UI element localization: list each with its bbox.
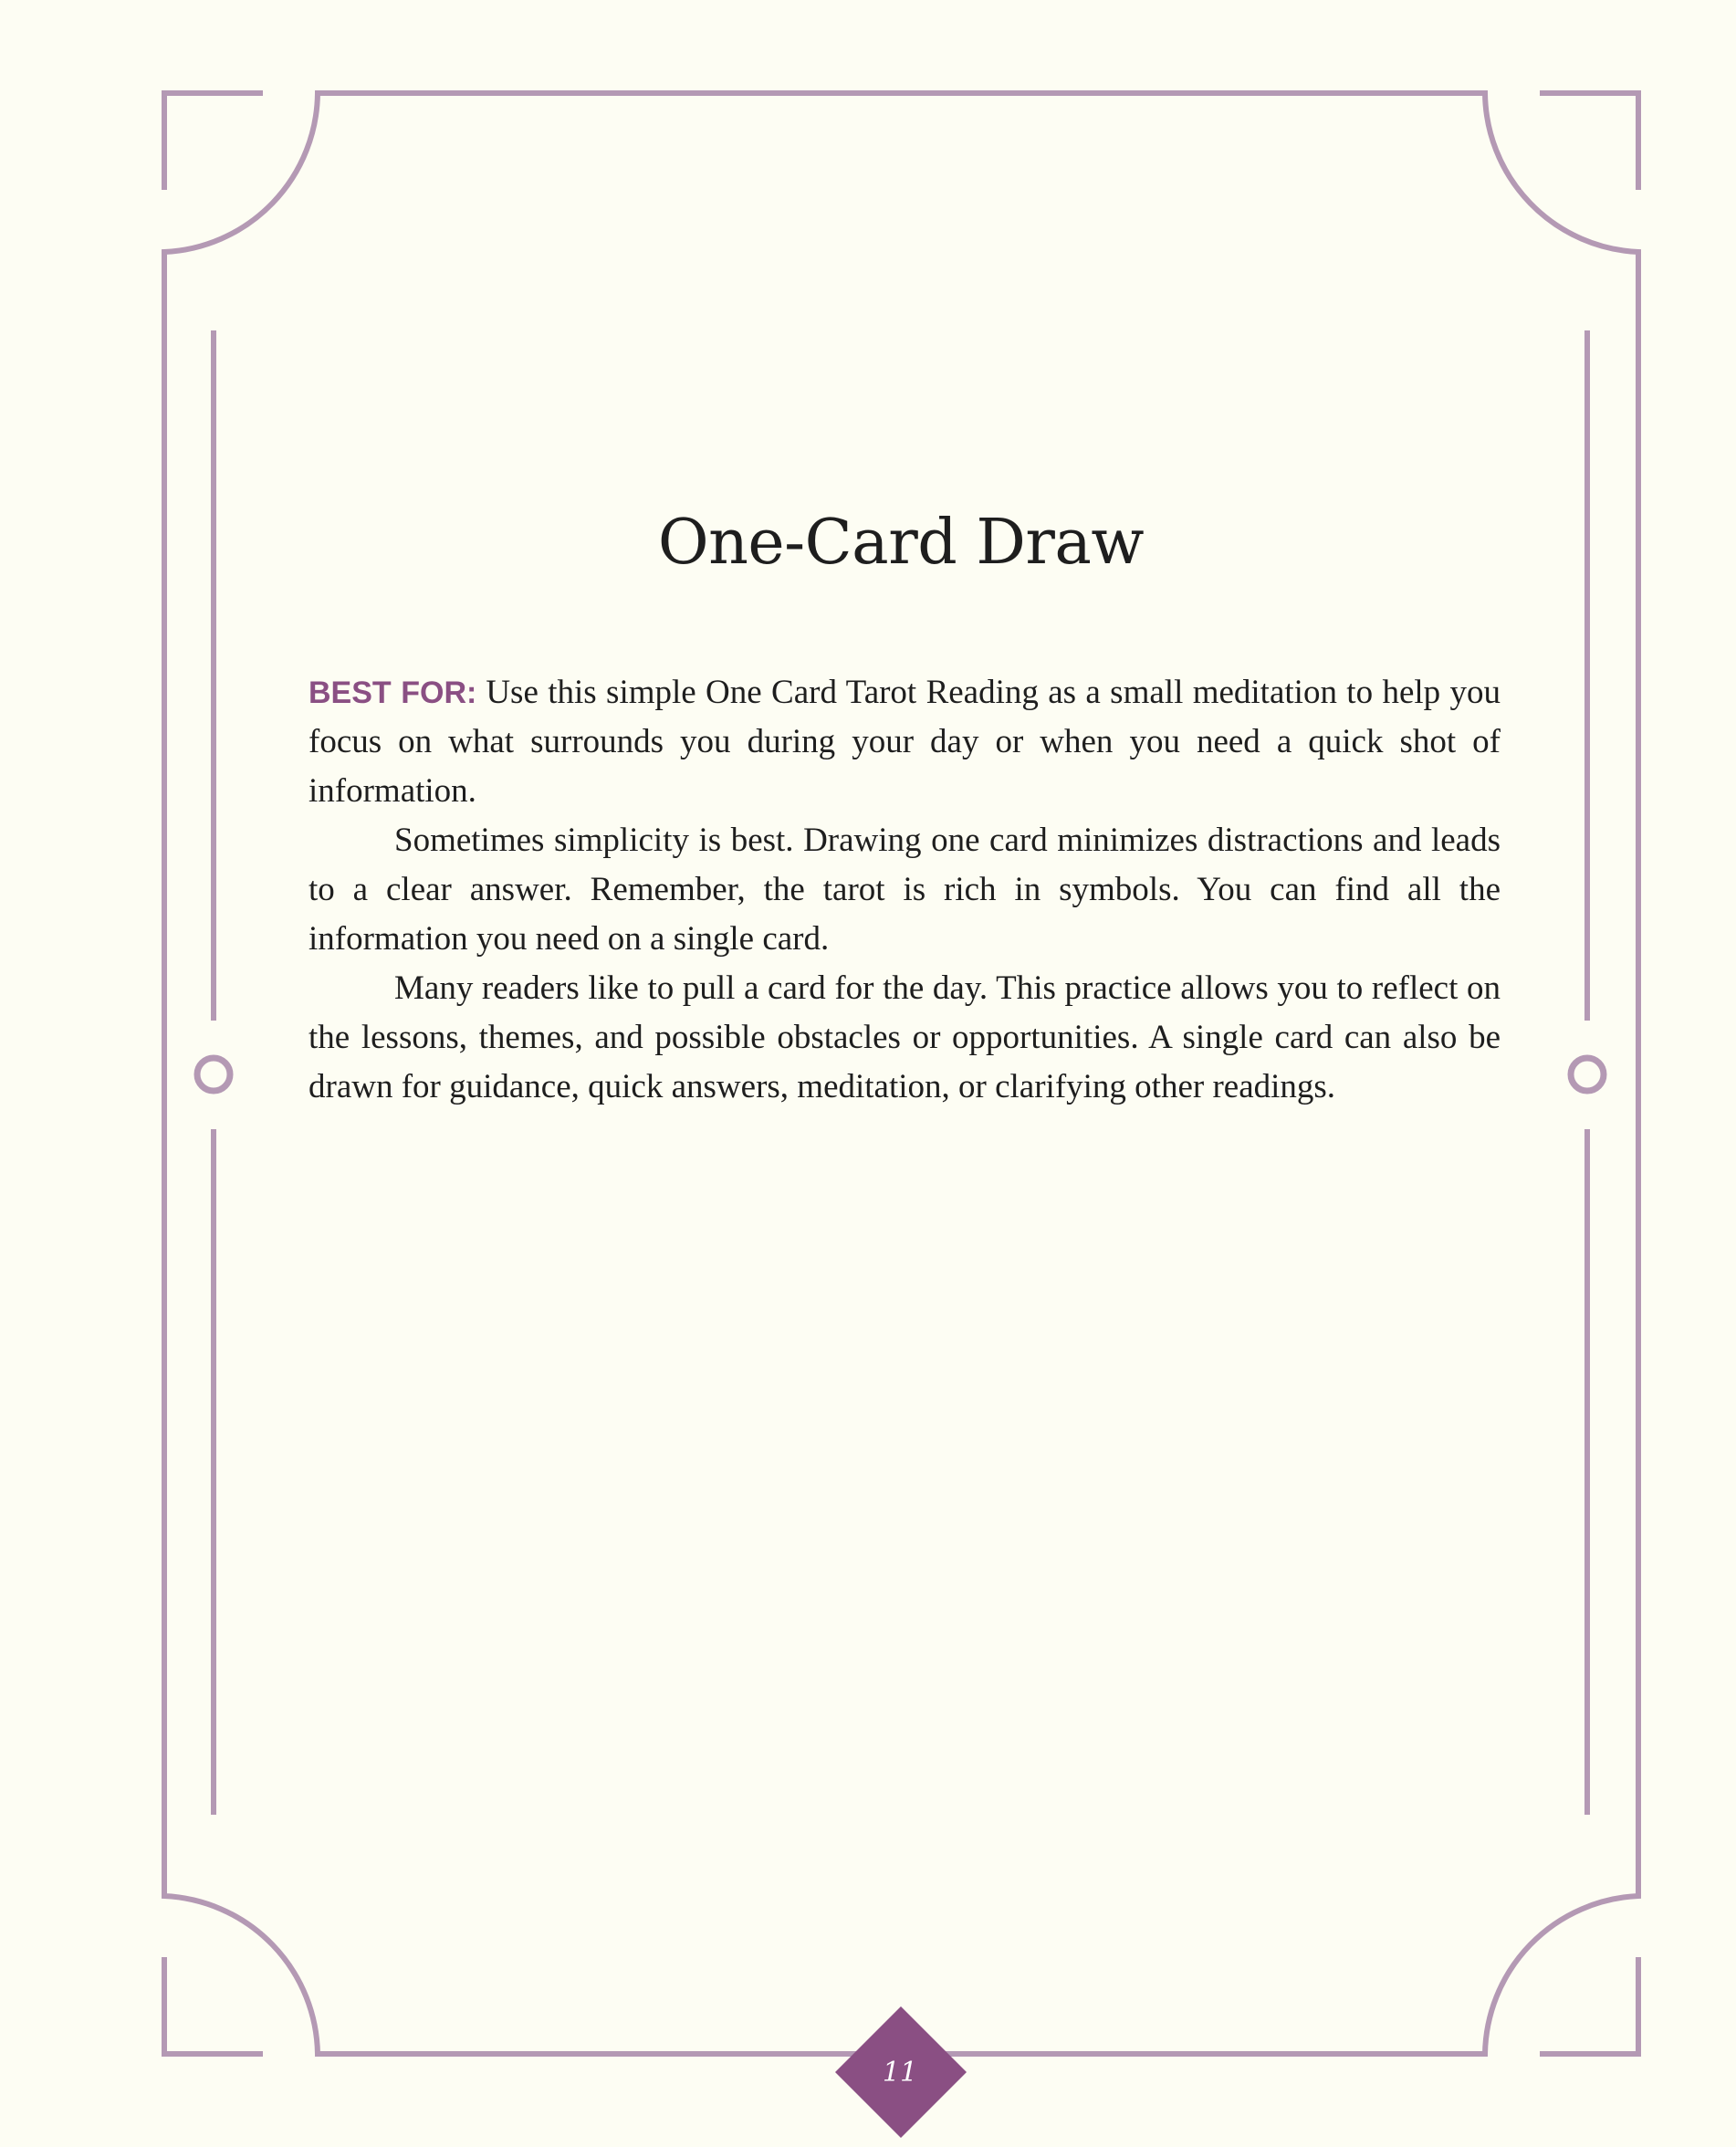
paragraph-text: Use this simple One Card Tarot Reading as a small meditation to help you focus on what surrounds you during your day or when you need a quick shot of information.: [309, 674, 1501, 810]
page-title: One-Card Draw: [657, 507, 1145, 579]
page-number: 11: [882, 2057, 918, 2089]
body-text: [309, 668, 1501, 1112]
corner-bracket-top-right: [1543, 93, 1638, 187]
ring-ornament-right: [1571, 1058, 1604, 1091]
paragraph-text: Sometimes simplicity is best. Drawing one card minimizes distractions and leads to a clear answer. Remember, the tarot is rich in symbols. You can find all the information you need on a single card.: [309, 822, 1501, 958]
paragraph-text: Many readers like to pull a card for the day. This practice allows you to reflect on the lessons, themes, and possible obstacles or opportunities. A single card can also be drawn for guidance, quick answers, meditation, or clarifying other readings.: [309, 969, 1501, 1105]
paragraph-best-for: [309, 668, 1501, 816]
corner-bracket-top-left: [164, 93, 260, 187]
corner-bracket-bottom-right: [1543, 1960, 1638, 2054]
corner-bracket-bottom-left: [164, 1960, 260, 2054]
ring-ornament-left: [197, 1058, 230, 1091]
best-for-label: BEST FOR:: [309, 676, 477, 710]
